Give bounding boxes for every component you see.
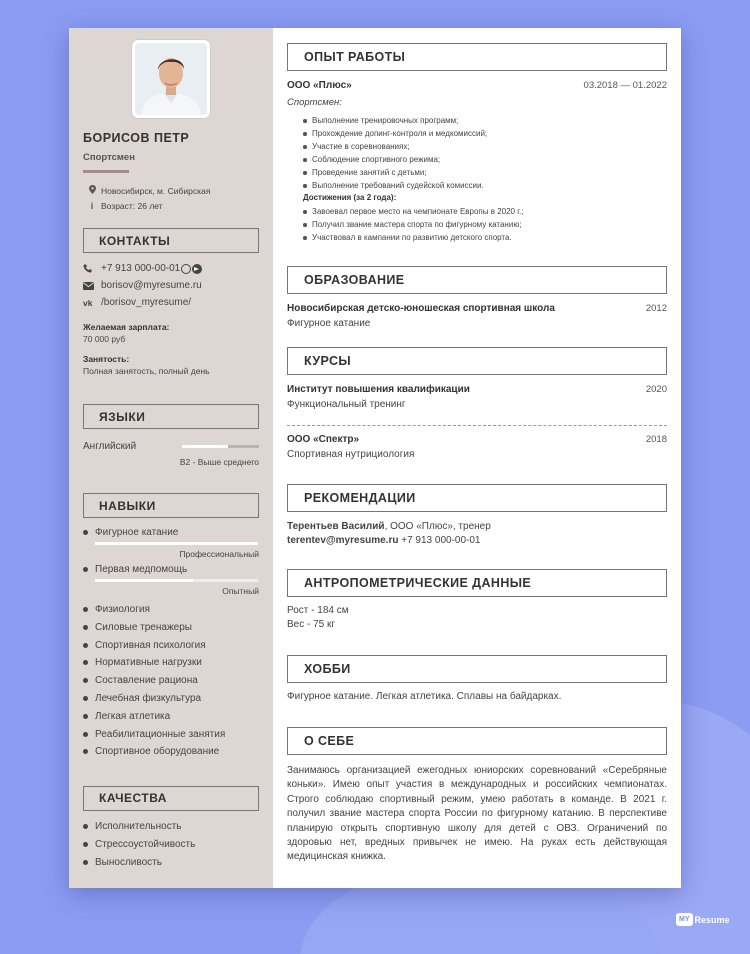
skill-level-fill: [95, 579, 193, 582]
list-item: Участие в соревнованиях;: [303, 140, 667, 153]
resume-main: [273, 28, 681, 888]
course-entry: [287, 384, 667, 410]
qualities-list: [83, 818, 259, 871]
recommendation-entry: [287, 520, 667, 548]
duties-list: [303, 114, 667, 192]
vk-line: [83, 297, 259, 308]
company-name: ООО «Плюс»: [287, 80, 352, 91]
skill-name: Фигурное катание: [95, 527, 179, 539]
skill-level-fill: [95, 542, 258, 545]
course-org: ООО «Спектр»: [287, 434, 360, 445]
skill-name: Первая медпомощь: [95, 564, 188, 576]
language-level-bar: [182, 445, 259, 448]
employment-block: [83, 354, 259, 376]
brand-my: MY: [676, 913, 693, 926]
email-line: [83, 280, 259, 291]
whatsapp-icon[interactable]: [181, 264, 191, 274]
referee-name: Терентьев Василий: [287, 521, 385, 532]
list-item: Физиология: [83, 601, 259, 619]
position-title: Спортсмен:: [287, 97, 342, 108]
course-year: 2018: [645, 434, 667, 445]
telegram-icon[interactable]: [192, 264, 202, 274]
course-name: Функциональный тренинг: [287, 399, 406, 410]
salary-block: [83, 322, 259, 344]
person-role: Спортсмен: [83, 152, 135, 163]
list-item: Спортивная психология: [83, 636, 259, 654]
education-entry: [287, 303, 667, 329]
divider: [287, 425, 667, 426]
skills-list: [83, 601, 259, 761]
location-line: [83, 185, 259, 196]
contacts-heading: КОНТАКТЫ: [83, 228, 259, 253]
list-item: Участвовал в кампании по развитию детского спорта.: [303, 231, 667, 244]
employment-value: Полная занятость, полный день: [83, 366, 210, 376]
school-name: Новосибирская детско-юношеская спортивная школа: [287, 303, 555, 314]
vk-text[interactable]: /borisov_myresume/: [101, 297, 192, 308]
education-year: 2012: [645, 303, 667, 314]
about-text: Занимаюсь организацией ежегодных юниорских соревнований «Серебряные коньки». Имею опыт участия в международных и российских чемпионатах. Строго соблюдаю спортивный режим, умею работать в команде. В 2021 г. получил звание мастера спорта России по фигурному катанию. В перспективе планирую открыть спортивную школу для детей с ОВЗ. Ограничений по здоровью нет, вредных привычек не имею. На руках есть действующая медицинская книжка.: [287, 765, 667, 863]
envelope-icon: [83, 282, 101, 290]
rated-skill: [83, 524, 259, 559]
resume-sheet: [69, 28, 681, 888]
list-item: Лечебная физкультура: [83, 690, 259, 708]
language-level: B2 - Выше среднего: [179, 457, 259, 467]
person-photo-icon: [135, 43, 207, 115]
qualities-heading: КАЧЕСТВА: [83, 786, 259, 811]
skill-level-bar: [95, 579, 258, 582]
language-item: [83, 441, 259, 467]
list-item: Стрессоустойчивость: [83, 836, 259, 854]
hobbies-text: Фигурное катание. Легкая атлетика. Сплавы на байдарках.: [287, 691, 562, 702]
list-item: Выносливость: [83, 853, 259, 871]
salary-label: Желаемая зарплата:: [83, 322, 170, 332]
weight-text: Вес - 75 кг: [287, 619, 336, 630]
anthropometry-entry: [287, 604, 667, 632]
list-item: Соблюдение спортивного режима;: [303, 153, 667, 166]
age-text: Возраст: 26 лет: [101, 201, 163, 211]
referee-details: , ООО «Плюс», тренер: [384, 521, 491, 532]
list-item: Спортивное оборудование: [83, 743, 259, 761]
recommendations-heading: РЕКОМЕНДАЦИИ: [287, 484, 667, 512]
anthropometry-heading: АНТРОПОМЕТРИЧЕСКИЕ ДАННЫЕ: [287, 569, 667, 597]
age-line: [83, 201, 259, 211]
about-heading: О СЕБЕ: [287, 727, 667, 755]
salary-value: 70 000 руб: [83, 334, 126, 344]
list-item: Реабилитационные занятия: [83, 725, 259, 743]
course-name: Спортивная нутрициология: [287, 449, 415, 460]
achievements-title: Достижения (за 2 года):: [303, 193, 397, 202]
experience-heading: ОПЫТ РАБОТЫ: [287, 43, 667, 71]
courses-heading: КУРСЫ: [287, 347, 667, 375]
skill-level-bar: [95, 542, 258, 545]
skill-level: Профессиональный: [179, 548, 259, 559]
list-item: Проведение занятий с детьми;: [303, 166, 667, 179]
achievements-list: [303, 205, 667, 244]
list-item: Легкая атлетика: [83, 707, 259, 725]
phone-line: [83, 263, 259, 274]
list-item: Составление рациона: [83, 672, 259, 690]
height-text: Рост - 184 см: [287, 605, 349, 616]
info-icon: i: [90, 201, 94, 211]
profile-photo: [132, 40, 210, 118]
language-level-fill: [182, 445, 228, 448]
resume-sidebar: [69, 28, 273, 888]
course-org: Институт повышения квалификации: [287, 384, 470, 395]
education-heading: ОБРАЗОВАНИЕ: [287, 266, 667, 294]
work-dates: 03.2018 — 01.2022: [583, 80, 667, 91]
course-year: 2020: [645, 384, 667, 395]
phone-icon: [83, 264, 101, 273]
vk-icon: vk: [83, 297, 93, 308]
skills-heading: НАВЫКИ: [83, 493, 259, 518]
rated-skill: [83, 561, 259, 596]
language-name: Английский: [83, 441, 137, 452]
list-item: Выполнение требований судейской комиссии.: [303, 179, 667, 192]
list-item: Завоевал первое место на чемпионате Европы в 2020 г.;: [303, 205, 667, 218]
location-pin-icon: [83, 185, 101, 196]
list-item: Получил звание мастера спорта по фигурному катанию;: [303, 218, 667, 231]
person-name: БОРИСОВ ПЕТР: [83, 131, 190, 145]
location-text: Новосибирск, м. Сибирская: [101, 185, 211, 196]
referee-phone[interactable]: +7 913 000-00-01: [398, 535, 481, 546]
list-item: Выполнение тренировочных программ;: [303, 114, 667, 127]
education-field: Фигурное катание: [287, 318, 371, 329]
employment-label: Занятость:: [83, 354, 130, 364]
skill-level: Опытный: [222, 585, 259, 596]
list-item: Прохождение допинг-контроля и медкомиссий;: [303, 127, 667, 140]
brand-logo: [676, 913, 730, 926]
list-item: Силовые тренажеры: [83, 618, 259, 636]
phone-text[interactable]: +7 913 000-00-01: [101, 263, 181, 274]
email-text[interactable]: borisov@myresume.ru: [101, 280, 202, 291]
course-entry: [287, 434, 667, 460]
hobbies-heading: ХОББИ: [287, 655, 667, 683]
list-item: Нормативные нагрузки: [83, 654, 259, 672]
brand-resume: Resume: [694, 914, 730, 925]
experience-entry: [287, 80, 667, 244]
role-underline: [83, 170, 129, 173]
languages-heading: ЯЗЫКИ: [83, 404, 259, 429]
referee-email[interactable]: terentev@myresume.ru: [287, 535, 399, 546]
list-item: Исполнительность: [83, 818, 259, 836]
